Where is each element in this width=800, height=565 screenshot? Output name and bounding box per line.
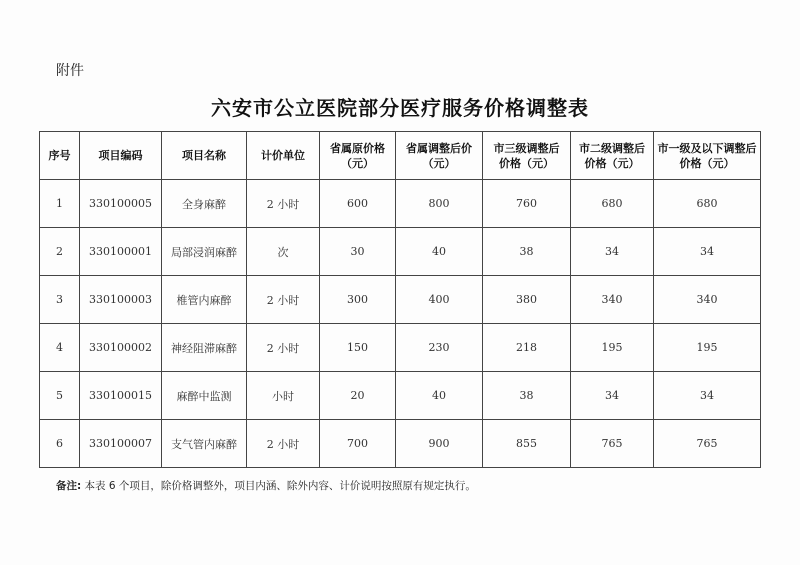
cell-item-code: 330100001 — [80, 228, 162, 276]
cell-index: 6 — [40, 420, 80, 468]
cell-provincial-original-price: 300 — [320, 276, 396, 324]
header-index: 序号 — [40, 132, 80, 180]
cell-item-name: 神经阻滞麻醉 — [162, 324, 247, 372]
header-provincial-original-price: 省属原价格 （元） — [320, 132, 396, 180]
cell-item-code: 330100015 — [80, 372, 162, 420]
cell-unit: 2 小时 — [247, 180, 320, 228]
header-city-tier3-price: 市三级调整后 价格（元） — [483, 132, 571, 180]
cell-item-code: 330100002 — [80, 324, 162, 372]
cell-city-tier3-price: 855 — [483, 420, 571, 468]
cell-provincial-original-price: 700 — [320, 420, 396, 468]
cell-item-code: 330100005 — [80, 180, 162, 228]
cell-item-name: 局部浸润麻醉 — [162, 228, 247, 276]
cell-item-name: 麻醉中监测 — [162, 372, 247, 420]
cell-provincial-adjusted-price: 230 — [396, 324, 483, 372]
cell-unit: 2 小时 — [247, 276, 320, 324]
table-row — [40, 372, 761, 420]
cell-provincial-adjusted-price: 400 — [396, 276, 483, 324]
header-item-name: 项目名称 — [162, 132, 247, 180]
cell-city-tier2-price: 34 — [571, 228, 654, 276]
cell-city-tier2-price: 34 — [571, 372, 654, 420]
page-title: 六安市公立医院部分医疗服务价格调整表 — [211, 96, 589, 120]
cell-item-name: 支气管内麻醉 — [162, 420, 247, 468]
footnote-label: 备注: — [56, 480, 82, 492]
cell-provincial-original-price: 20 — [320, 372, 396, 420]
cell-city-tier3-price: 38 — [483, 372, 571, 420]
cell-city-tier1-price: 34 — [654, 228, 761, 276]
cell-item-code: 330100003 — [80, 276, 162, 324]
cell-provincial-original-price: 600 — [320, 180, 396, 228]
price-table — [39, 131, 761, 468]
cell-index: 5 — [40, 372, 80, 420]
table-row — [40, 180, 761, 228]
cell-city-tier3-price: 380 — [483, 276, 571, 324]
cell-city-tier3-price: 760 — [483, 180, 571, 228]
table-row — [40, 276, 761, 324]
cell-index: 1 — [40, 180, 80, 228]
table-row — [40, 324, 761, 372]
header-item-code: 项目编码 — [80, 132, 162, 180]
cell-index: 2 — [40, 228, 80, 276]
cell-city-tier2-price: 765 — [571, 420, 654, 468]
cell-provincial-adjusted-price: 40 — [396, 372, 483, 420]
cell-unit: 2 小时 — [247, 324, 320, 372]
cell-provincial-original-price: 150 — [320, 324, 396, 372]
cell-item-code: 330100007 — [80, 420, 162, 468]
table-header-row — [40, 132, 761, 180]
cell-provincial-adjusted-price: 800 — [396, 180, 483, 228]
header-city-tier2-price: 市二级调整后 价格（元） — [571, 132, 654, 180]
cell-city-tier1-price: 340 — [654, 276, 761, 324]
cell-unit: 2 小时 — [247, 420, 320, 468]
cell-index: 3 — [40, 276, 80, 324]
table-row — [40, 228, 761, 276]
cell-city-tier2-price: 680 — [571, 180, 654, 228]
cell-city-tier1-price: 195 — [654, 324, 761, 372]
cell-city-tier3-price: 38 — [483, 228, 571, 276]
cell-item-name: 椎管内麻醉 — [162, 276, 247, 324]
cell-city-tier1-price: 680 — [654, 180, 761, 228]
cell-item-name: 全身麻醉 — [162, 180, 247, 228]
footnote — [56, 478, 476, 493]
cell-provincial-adjusted-price: 40 — [396, 228, 483, 276]
cell-index: 4 — [40, 324, 80, 372]
attachment-label: 附件 — [56, 63, 84, 79]
cell-city-tier2-price: 340 — [571, 276, 654, 324]
cell-city-tier1-price: 34 — [654, 372, 761, 420]
cell-unit: 次 — [247, 228, 320, 276]
cell-unit: 小时 — [247, 372, 320, 420]
cell-city-tier2-price: 195 — [571, 324, 654, 372]
cell-provincial-adjusted-price: 900 — [396, 420, 483, 468]
header-city-tier1-price: 市一级及以下调整后 价格（元） — [654, 132, 761, 180]
cell-city-tier1-price: 765 — [654, 420, 761, 468]
table-row — [40, 420, 761, 468]
cell-city-tier3-price: 218 — [483, 324, 571, 372]
header-unit: 计价单位 — [247, 132, 320, 180]
footnote-text: 本表 6 个项目，除价格调整外，项目内涵、除外内容、计价说明按照原有规定执行。 — [84, 480, 476, 492]
cell-provincial-original-price: 30 — [320, 228, 396, 276]
header-provincial-adjusted-price: 省属调整后价 （元） — [396, 132, 483, 180]
